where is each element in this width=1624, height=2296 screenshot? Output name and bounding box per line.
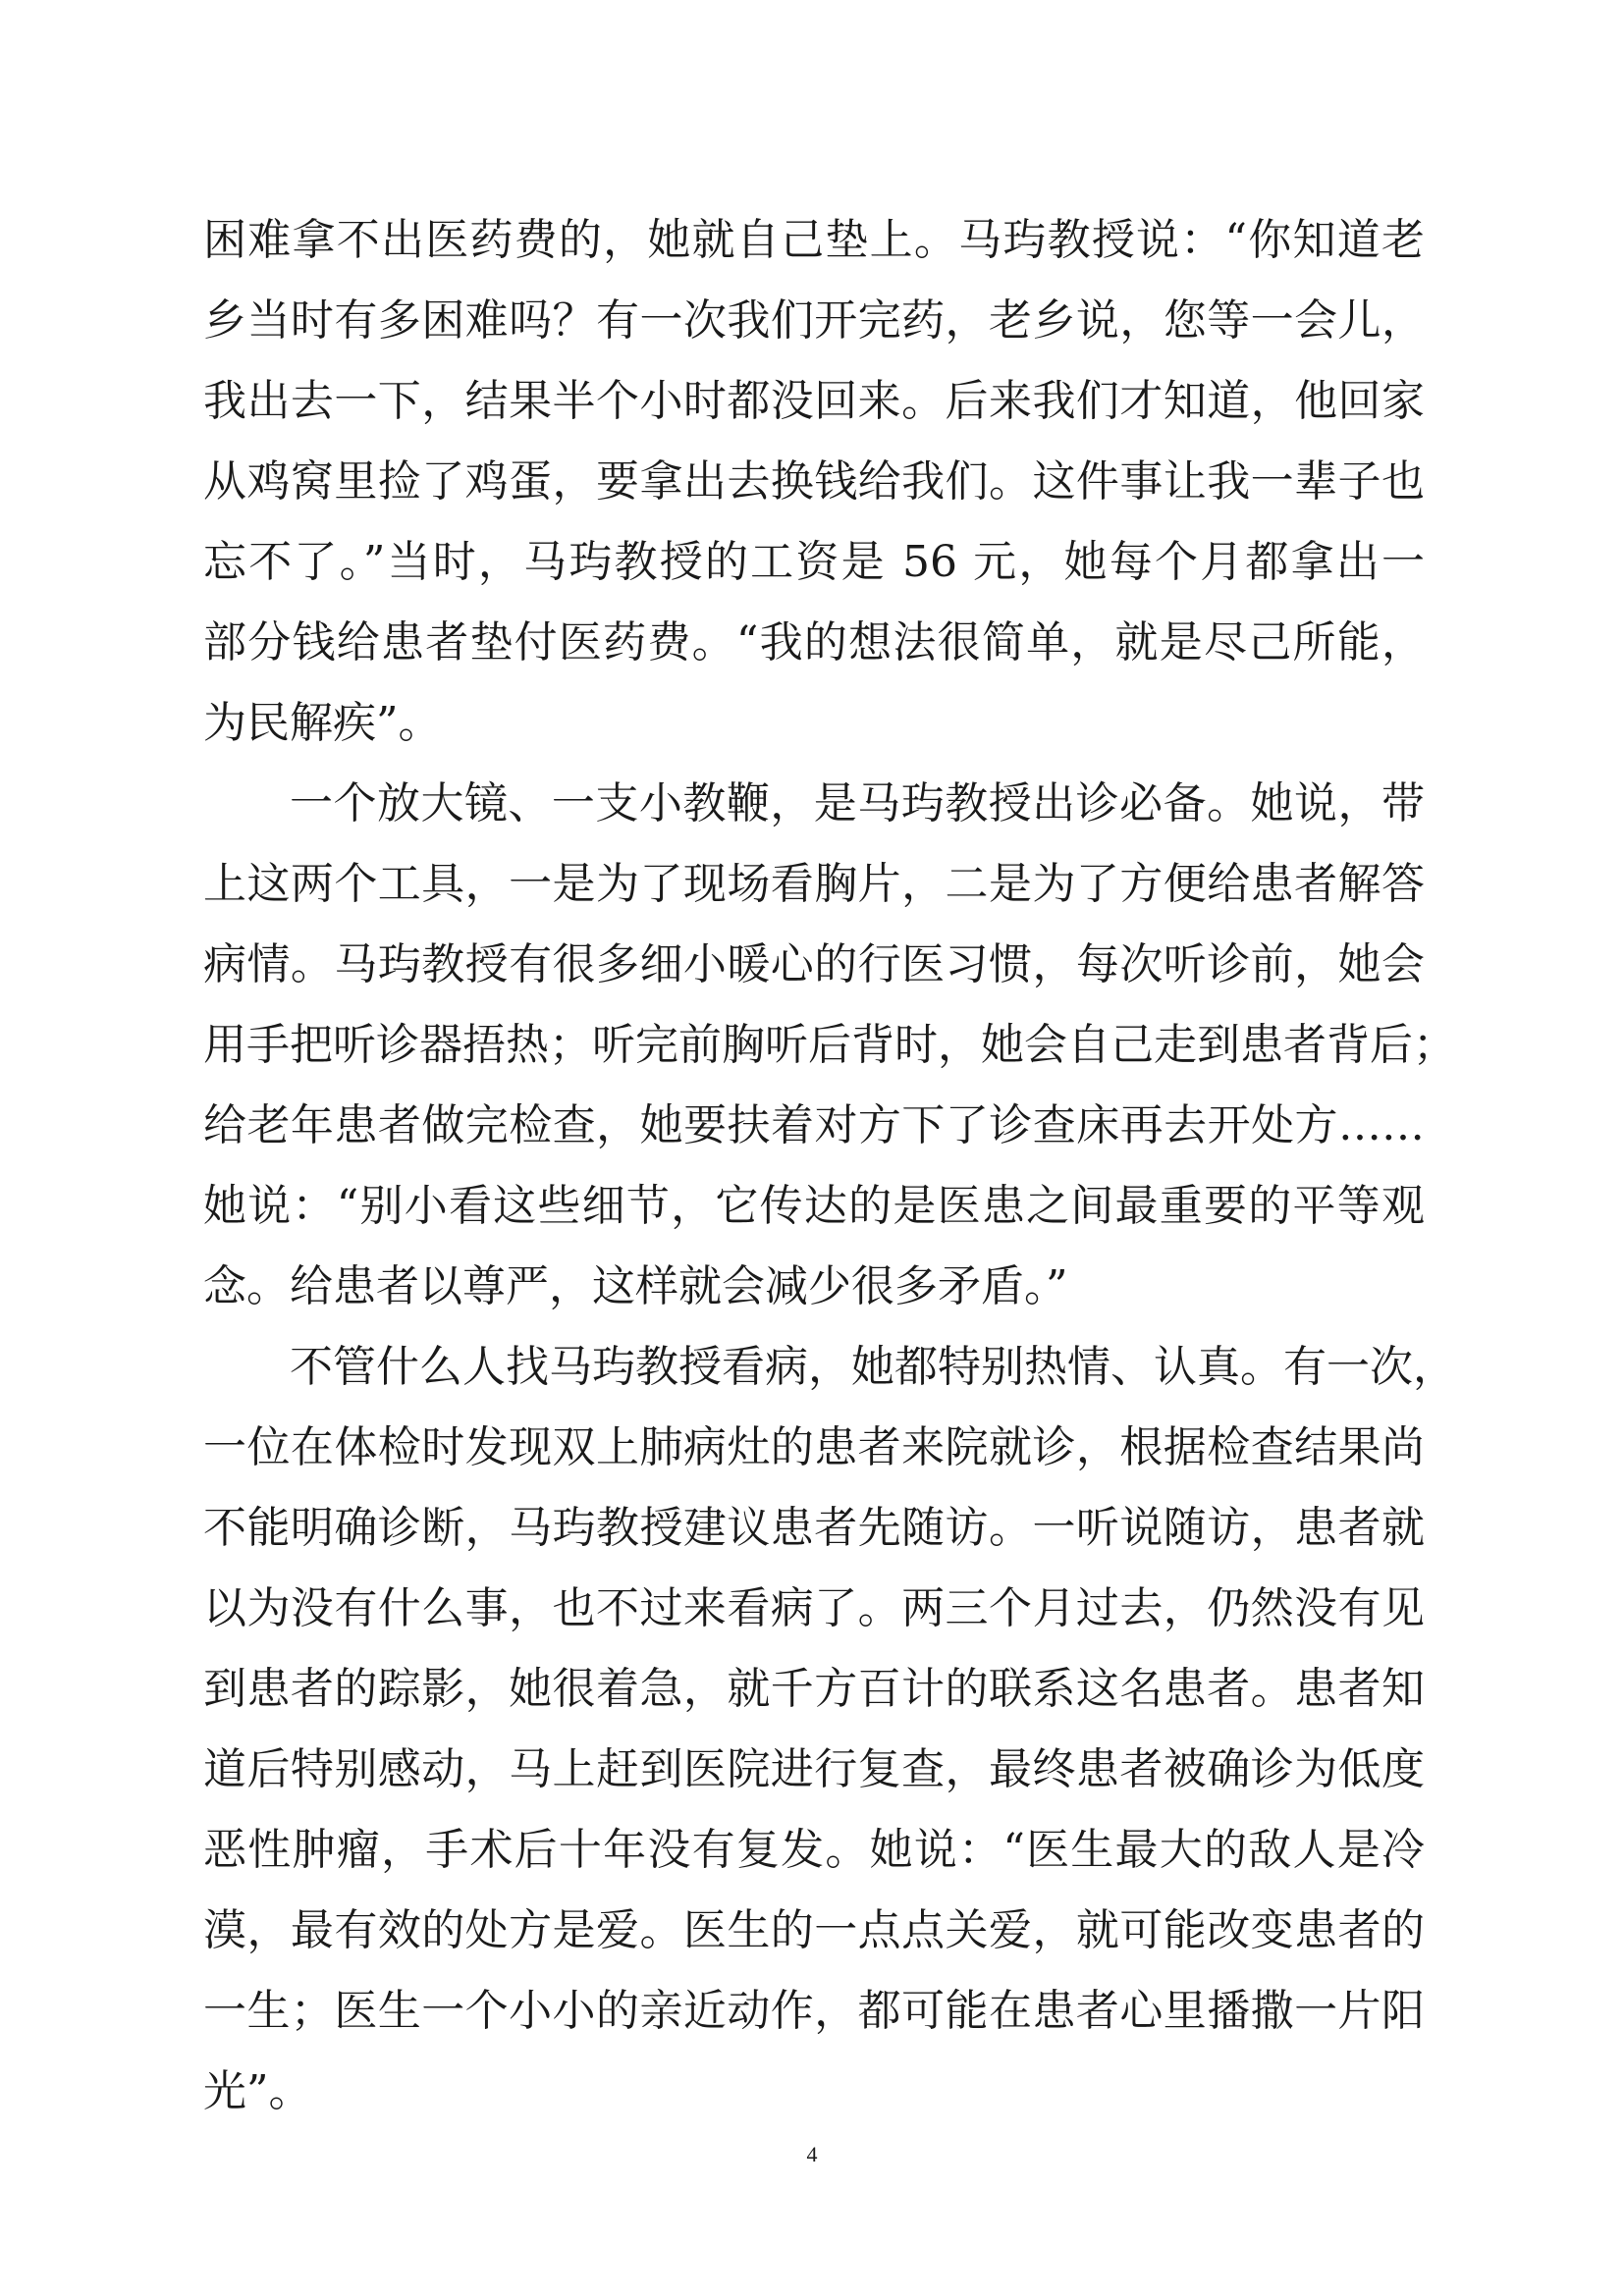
text-line: 部分钱给患者垫付医药费。“我的想法很简单，就是尽己所能， (203, 617, 1425, 667)
text-line: 恶性肿瘤，手术后十年没有复发。她说：“医生最大的敌人是冷 (203, 1825, 1425, 1875)
body-text (203, 200, 1456, 2132)
text-line: 我出去一下，结果半个小时都没回来。后来我们才知道，他回家 (203, 376, 1425, 426)
text-line: 一位在体检时发现双上肺病灶的患者来院就诊，根据检查结果尚 (203, 1422, 1425, 1472)
text-line: 漠，最有效的处方是爱。医生的一点点关爱，就可能改变患者的 (203, 1905, 1425, 1955)
text-line: 光”。 (203, 2066, 312, 2116)
text-line: 不能明确诊断，马玙教授建议患者先随访。一听说随访，患者就 (203, 1503, 1425, 1553)
text-line: 道后特别感动，马上赶到医院进行复查，最终患者被确诊为低度 (203, 1744, 1425, 1794)
text-line: 从鸡窝里捡了鸡蛋，要拿出去换钱给我们。这件事让我一辈子也 (203, 456, 1425, 507)
text-line: 一个放大镜、一支小教鞭，是马玙教授出诊必备。她说，带 (290, 778, 1425, 828)
text-line: 上这两个工具，一是为了现场看胸片，二是为了方便给患者解答 (203, 859, 1425, 909)
page-number: 4 (806, 2142, 818, 2166)
text-line: 忘不了。”当时，马玙教授的工资是 56 元，她每个月都拿出一 (203, 537, 1425, 587)
text-line: 她说：“别小看这些细节，它传达的是医患之间最重要的平等观 (203, 1181, 1425, 1231)
text-line: 困难拿不出医药费的，她就自己垫上。马玙教授说：“你知道老 (203, 215, 1425, 265)
text-line: 用手把听诊器捂热；听完前胸听后背时，她会自己走到患者背后； (203, 1020, 1456, 1070)
text-line: 到患者的踪影，她很着急，就千方百计的联系这名患者。患者知 (203, 1664, 1425, 1714)
text-line: 给老年患者做完检查，她要扶着对方下了诊查床再去开处方…… (203, 1100, 1425, 1150)
paragraph (203, 1327, 1456, 2132)
paragraph (203, 764, 1456, 1327)
text-line: 不管什么人找马玙教授看病，她都特别热情、认真。有一次， (290, 1342, 1456, 1392)
text-line: 以为没有什么事，也不过来看病了。两三个月过去，仍然没有见 (203, 1583, 1425, 1633)
paragraph (203, 200, 1425, 764)
text-line: 一生；医生一个小小的亲近动作，都可能在患者心里播撒一片阳 (203, 1986, 1425, 2036)
text-line: 乡当时有多困难吗？有一次我们开完药，老乡说，您等一会儿， (203, 295, 1425, 346)
text-line: 念。给患者以尊严，这样就会减少很多矛盾。” (203, 1261, 1068, 1311)
text-line: 病情。马玙教授有很多细小暖心的行医习惯，每次听诊前，她会 (203, 939, 1425, 989)
text-line: 为民解疾”。 (203, 698, 442, 748)
